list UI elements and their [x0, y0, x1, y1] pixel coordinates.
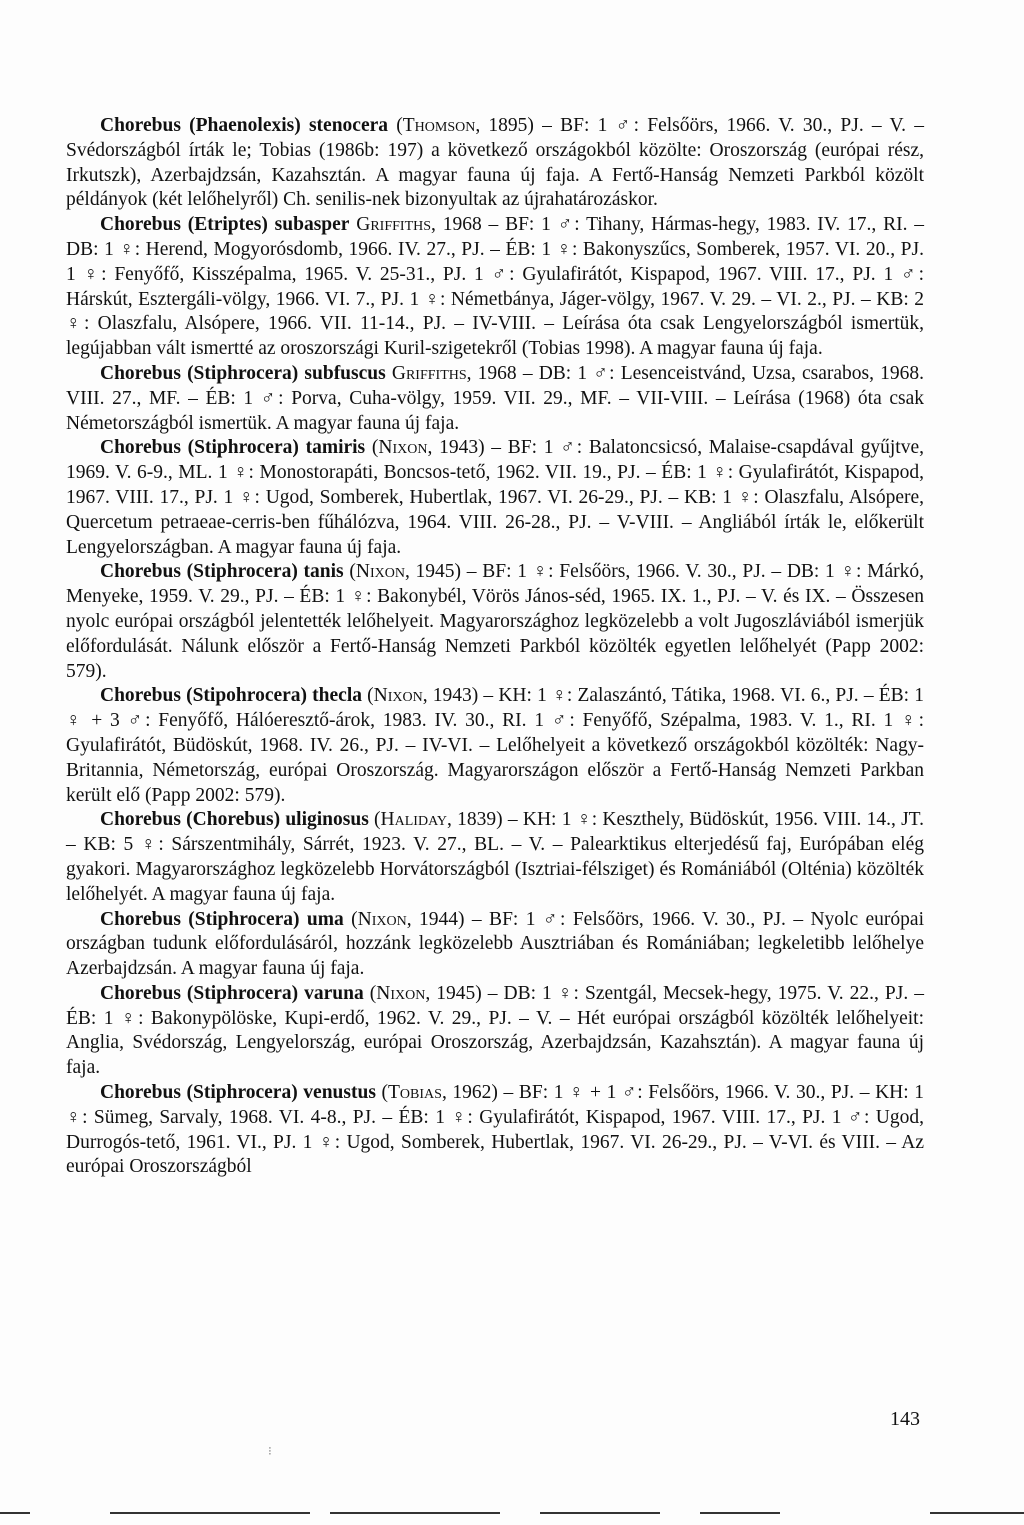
author-name: Haliday — [380, 809, 447, 831]
species-entry: Chorebus (Stiphrocera) venustus (Tobias, 1962) – BF: 1 ♀ + 1 ♂: Felsőörs, 1966. V. 30., PJ. – KH: 1 ♀: Sümeg, Sarvaly, 1968. VI. 4-8., PJ. – ÉB: 1 ♀: Gyulafirátót, Kispapod, 1967. VIII. 17., PJ. 1 ♂: Ugod, Durrogós-tető, 1961. VI., PJ. 1 ♀: Ugod, Somberek, Hubertlak, 1967. VI. 26-29., PJ. – V-VI. és VIII. – Az európai Oroszországból — [66, 1082, 924, 1178]
author-name: Nixon — [373, 685, 423, 707]
document-body — [66, 114, 924, 1180]
species-entry — [66, 362, 924, 436]
author-name: Nixon — [357, 908, 407, 930]
species-text: – KH: 1 ♀: Keszthely, Büdöskút, 1956. VIII. 14., JT. – KB: 5 ♀: Sárszentmihály, Sárrét, 1923. V. 27., BL. – V. – Palearktikus elterjedésű faj, Európában elég gyakori. Magyarországhoz legközelebb Horvátországból (Isztriai-félsziget) és Romániából (Olténia) közölték lelőhelyét. A magyar fauna új faja. — [66, 809, 925, 905]
author-name: Nixon — [355, 561, 405, 583]
species-entry: Chorebus (Phaenolexis) stenocera (Thomson, 1895) – BF: 1 ♂: Felsőörs, 1966. V. 30., PJ. – V. – Svédországból írták le; Tobias (1986b: 197) a következő országokból közölte: Oroszország (európai rész, Irkutszk), Azerbajdzsán, Kazahsztán. A magyar fauna új faja. A Fertő-Hanság Nemzeti Parkból közölt példányok (két lelőhelyről) Ch. senilis-nek bizonyultak az újrahatározáskor. — [66, 115, 924, 211]
species-year: , 1943) — [427, 437, 485, 459]
species-entry: Chorebus (Stipohrocera) thecla (Nixon, 1943) – KH: 1 ♀: Zalaszántó, Tátika, 1968. VI. 6., PJ. – ÉB: 1 ♀ + 3 ♂: Fenyőfő, Hálóeresztő-árok, 1983. IV. 30., RI. 1 ♂: Fenyőfő, Szépalma, 1983. V. 1., RI. 1 ♀: Gyulafirátót, Büdöskút, 1968. IV. 26., PJ. – IV-VI. – Lelőhelyeit a következő országokból közölték: Nagy-Britannia, Németország, európai Oroszország. Magyarországon először a Fertő-Hanság Nemzeti Parkban került elő (Papp 2002: 579). — [66, 685, 924, 806]
species-year: , 1943) — [422, 685, 479, 707]
species-name: Chorebus (Stiphrocera) tanis — [100, 561, 344, 583]
species-name: Chorebus (Stipohrocera) thecla — [100, 685, 362, 707]
species-entry — [66, 213, 924, 362]
species-name: Chorebus (Stiphrocera) uma — [100, 908, 344, 930]
author-name: Griffiths — [391, 362, 467, 384]
species-text: – BF: 1 ♂: Tihany, Hármas-hegy, 1983. IV. 17., RI. – DB: 1 ♀: Herend, Mogyorósdomb, 1966. IV. 27., PJ. – ÉB: 1 ♀: Bakonyszűcs, Somberek, 1957. VI. 20., PJ. 1 ♀: Fenyőfő, Kisszépalma, 1965. V. 25-31., PJ. 1 ♂: Gyulafirátót, Kispapod, 1967. VIII. 17., PJ. 1 ♂: Hárskút, Esztergáli-völgy, 1966. VI. 7., PJ. 1 ♀: Németbánya, Jáger-völgy, 1967. V. 29. – VI. 2., PJ. – KB: 2 ♀: Olaszfalu, Alsópere, 1966. VII. 11-14., PJ. – IV-VIII. – Leírása óta csak Lengyelországból ismertük, legújabban vált ismertté az oroszországi Kuril-szigetekről (Tobias 1998). A magyar fauna új faja. — [66, 214, 925, 360]
species-entry: Chorebus (Stiphrocera) tanis (Nixon, 1945) – BF: 1 ♀: Felsőörs, 1966. V. 30., PJ. – DB: 1 ♀: Márkó, Menyeke, 1959. V. 29., PJ. – ÉB: 1 ♀: Bakonybél, Vörös János-séd, 1965. IX. 1., PJ. – V. és IX. – Összesen nyolc európai országból jelentették lelőhelyeit. Magyarországhoz legközelebb a volt Jugoszláviából ismerjük előfordulását. Nálunk először a Fertő-Hanság Nemzeti Parkból közölték egyetlen lelőhelyét (Papp 2002: 579). — [66, 561, 924, 682]
species-name: Chorebus (Stiphrocera) venustus — [100, 1082, 376, 1104]
author-name: Nixon — [376, 982, 426, 1004]
scan-mark: ⁝ — [268, 1444, 272, 1458]
species-year: , 1944) — [406, 908, 465, 930]
author-name: Griffiths — [356, 214, 432, 236]
species-text: – BF: 1 ♂: Felsőörs, 1966. V. 30., PJ. – Nyolc európai országban tudunk előfordulásáról, hozzánk legközelebb Ausztriában és Romániában; legkeletibb lelőhelye Azerbajdzsán. A magyar fauna új faja. — [66, 908, 924, 980]
species-name: Chorebus (Stiphrocera) tamiris — [100, 437, 366, 459]
species-text: – KH: 1 ♀: Zalaszántó, Tátika, 1968. VI. 6., PJ. – ÉB: 1 ♀ + 3 ♂: Fenyőfő, Hálóeresztő-árok, 1983. IV. 30., RI. 1 ♂: Fenyőfő, Szépalma, 1983. V. 1., RI. 1 ♀: Gyulafirátót, Büdöskút, 1968. IV. 26., PJ. – IV-VI. – Lelőhelyeit a következő országokból közölték: Nagy-Britannia, Németország, európai Oroszország. Magyarországon először a Fertő-Hanság Nemzeti Parkban került elő (Papp 2002: 579). — [66, 685, 924, 806]
author-name: Thomson — [402, 115, 476, 136]
species-text: – DB: 1 ♀: Szentgál, Mecsek-hegy, 1975. V. 22., PJ. – ÉB: 1 ♀: Bakonypölöske, Kupi-erdő, 1962. V. 29., PJ. – V. – Hét európai országból közölték lelőhelyeit: Anglia, Svédország, Lengyelország, európai Oroszország, Azerbajdzsán, Kazahsztán). A magyar fauna új faja. — [66, 982, 925, 1079]
species-entry: Chorebus (Stiphrocera) varuna (Nixon, 1945) – DB: 1 ♀: Szentgál, Mecsek-hegy, 1975. V. 22., PJ. – ÉB: 1 ♀: Bakonypölöske, Kupi-erdő, 1962. V. 29., PJ. – V. – Hét európai országból közölték lelőhelyeit: Anglia, Svédország, Lengyelország, európai Oroszország, Azerbajdzsán, Kazahsztán). A magyar fauna új faja. — [66, 982, 925, 1079]
author-name: Nixon — [378, 437, 428, 459]
species-year: , 1945) — [425, 982, 482, 1004]
species-name: Chorebus (Phaenolexis) stenocera — [100, 115, 388, 136]
species-year: , 1895) — [475, 115, 534, 136]
scan-edge-line — [700, 1512, 780, 1514]
species-name: Chorebus (Etriptes) subasper — [100, 214, 350, 236]
species-entry: Chorebus (Stiphrocera) uma (Nixon, 1944) – BF: 1 ♂: Felsőörs, 1966. V. 30., PJ. – Nyolc európai országban tudunk előfordulásáról, hozzánk legközelebb Ausztriában és Romániában; legkeletibb lelőhelye Azerbajdzsán. A magyar fauna új faja. — [66, 908, 924, 980]
species-entry: Chorebus (Chorebus) uliginosus (Haliday, 1839) – KH: 1 ♀: Keszthely, Büdöskút, 1956. VIII. 14., JT. – KB: 5 ♀: Sárszentmihály, Sárrét, 1923. V. 27., BL. – V. – Palearktikus elterjedésű faj, Európában elég gyakori. Magyarországhoz legközelebb Horvátországból (Isztriai-félsziget) és Romániából (Olténia) közölték lelőhelyét. A magyar fauna új faja. — [66, 809, 925, 905]
scan-edge-line — [330, 1512, 500, 1514]
species-year: , 1945) — [404, 561, 462, 583]
species-text: – BF: 1 ♂: Felsőörs, 1966. V. 30., PJ. – V. – Svédországból írták le; Tobias (1986b: 197) a következő országokból közölte: Oroszország (európai rész, Irkutszk), Azerbajdzsán, Kazahsztán. A magyar fauna új faja. A Fertő-Hanság Nemzeti Parkból közölt példányok (két lelőhelyről) Ch. senilis-nek bizonyultak az újrahatározáskor. — [66, 115, 924, 211]
scan-edge-line — [0, 1512, 30, 1514]
author-name: Tobias — [388, 1082, 442, 1104]
species-year: , 1968 — [466, 362, 517, 384]
species-text: – BF: 1 ♀: Felsőörs, 1966. V. 30., PJ. – DB: 1 ♀: Márkó, Menyeke, 1959. V. 29., PJ. – ÉB: 1 ♀: Bakonybél, Vörös János-séd, 1965. IX. 1., PJ. – V. és IX. – Összesen nyolc európai országból jelentették lelőhelyeit. Magyarországhoz legközelebb a volt Jugoszláviából ismerjük előfordulását. Nálunk először a Fertő-Hanság Nemzeti Parkból közölték egyetlen lelőhelyét (Papp 2002: 579). — [66, 561, 924, 682]
species-text: – BF: 1 ♀ + 1 ♂: Felsőörs, 1966. V. 30., PJ. – KH: 1 ♀: Sümeg, Sarvaly, 1968. VI. 4-8., PJ. – ÉB: 1 ♀: Gyulafirátót, Kispapod, 1967. VIII. 17., PJ. 1 ♂: Ugod, Durrogós-tető, 1961. VI., PJ. 1 ♀: Ugod, Somberek, Hubertlak, 1967. VI. 26-29., PJ. – V-VI. és VIII. – Az európai Oroszországból — [66, 1082, 924, 1178]
species-year: , 1962) — [441, 1082, 498, 1104]
species-name: Chorebus (Stiphrocera) varuna — [100, 982, 364, 1004]
scan-edge-line — [540, 1512, 660, 1514]
species-entry: Chorebus (Stiphrocera) tamiris (Nixon, 1943) – BF: 1 ♂: Balatoncsicsó, Malaise-csapdával gyűjtve, 1969. V. 6-9., ML. 1 ♀: Monostorapáti, Boncsos-tető, 1962. VII. 19., PJ. – ÉB: 1 ♀: Gyulafirátót, Kispapod, 1967. VIII. 17., PJ. 1 ♀: Ugod, Somberek, Hubertlak, 1967. VI. 26-29., PJ. – KB: 1 ♀: Olaszfalu, Alsópere, Quercetum petraeae-cerris-ben fűhálózva, 1964. VIII. 26-28., PJ. – V-VIII. – Angliából írták le, előkerült Lengyelországban. A magyar fauna új faja. — [66, 437, 925, 558]
species-text: – BF: 1 ♂: Balatoncsicsó, Malaise-csapdával gyűjtve, 1969. V. 6-9., ML. 1 ♀: Monostorapáti, Boncsos-tető, 1962. VII. 19., PJ. – ÉB: 1 ♀: Gyulafirátót, Kispapod, 1967. VIII. 17., PJ. 1 ♀: Ugod, Somberek, Hubertlak, 1967. VI. 26-29., PJ. – KB: 1 ♀: Olaszfalu, Alsópere, Quercetum petraeae-cerris-ben fűhálózva, 1964. VIII. 26-28., PJ. – V-VIII. – Angliából írták le, előkerült Lengyelországban. A magyar fauna új faja. — [66, 437, 925, 558]
scan-edge-line — [930, 1512, 1024, 1514]
species-name: Chorebus (Stiphrocera) subfuscus — [100, 362, 386, 384]
species-year: , 1968 — [431, 214, 482, 236]
species-text: – DB: 1 ♂: Lesenceistvánd, Uzsa, csarabos, 1968. VIII. 27., MF. – ÉB: 1 ♂: Porva, Cuha-völgy, 1959. VII. 29., MF. – VII-VIII. – Leírása (1968) óta csak Németországból ismertük. A magyar fauna új faja. — [66, 362, 925, 434]
scan-edge-line — [110, 1512, 310, 1514]
species-year: , 1839) — [447, 809, 503, 831]
species-name: Chorebus (Chorebus) uliginosus — [100, 809, 369, 831]
page-number: 143 — [890, 1408, 920, 1430]
